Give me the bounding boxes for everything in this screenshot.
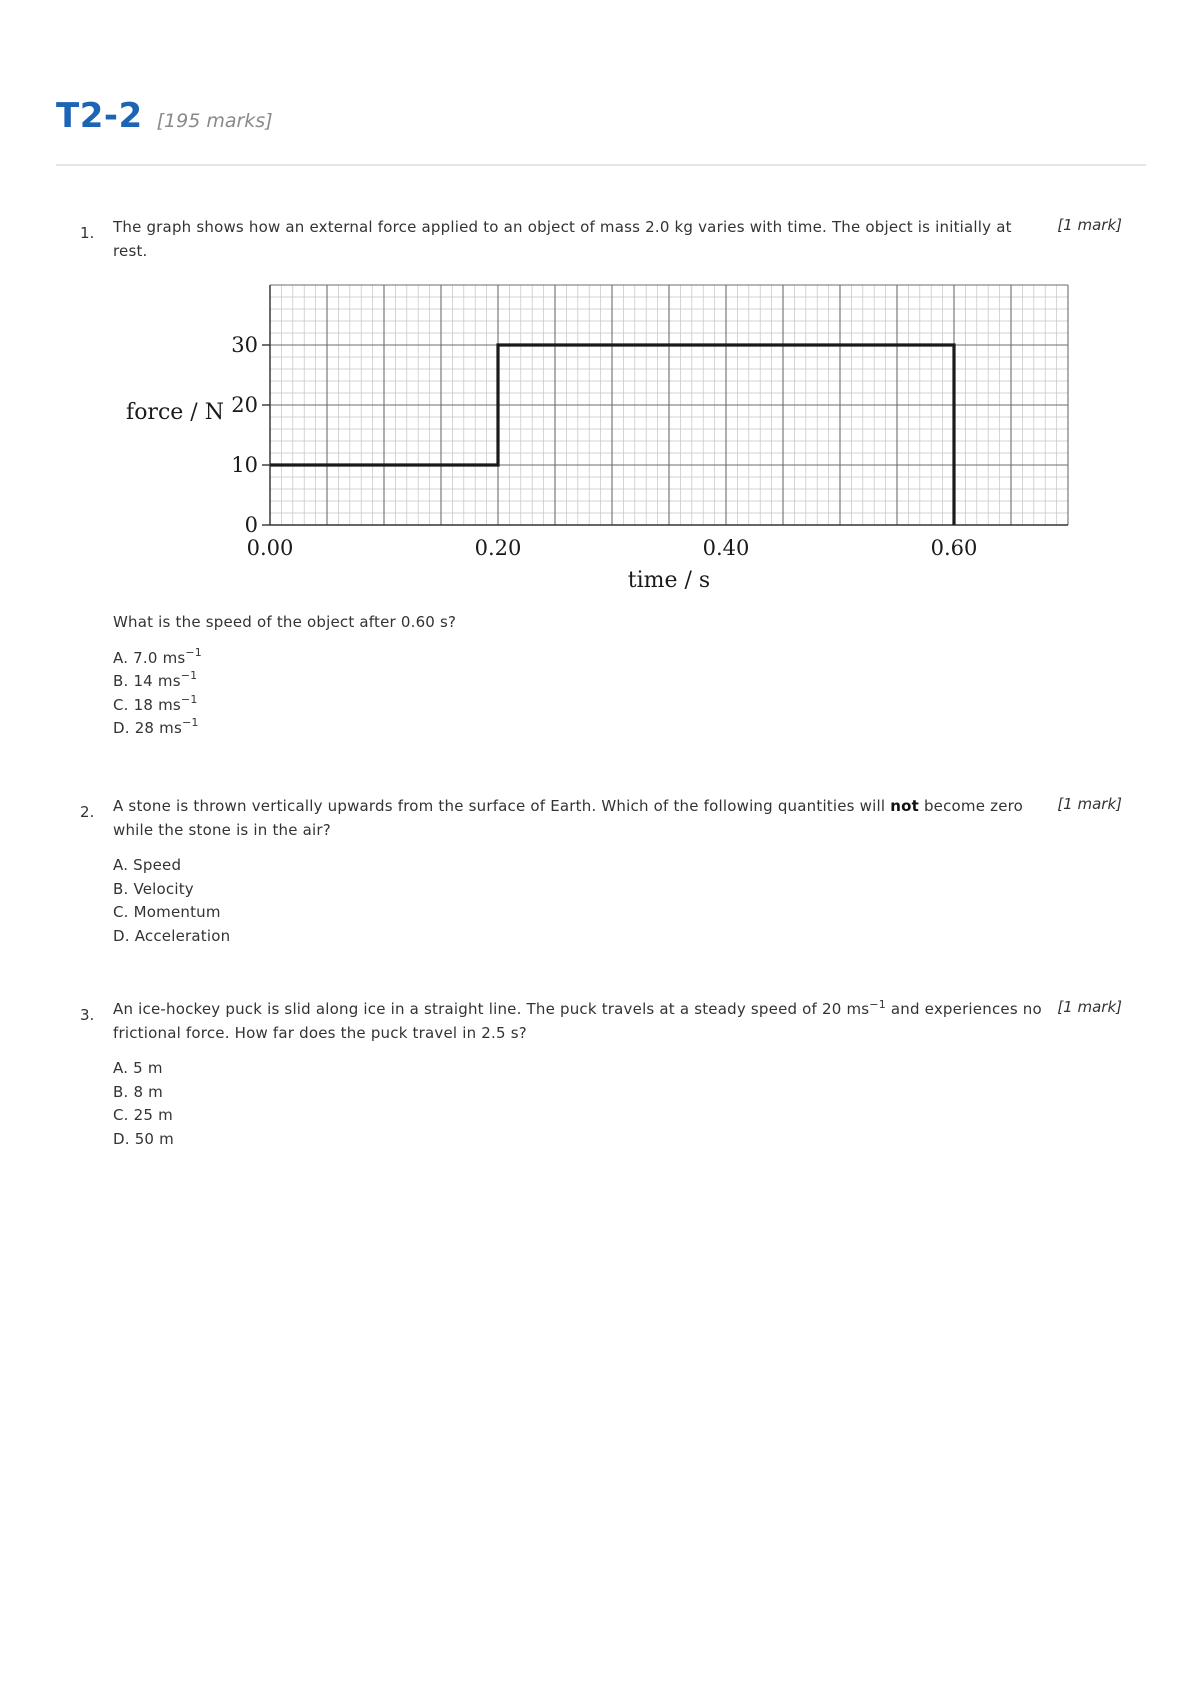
option-letter: B. (113, 672, 129, 690)
tick-labels (231, 333, 977, 560)
header-divider (56, 164, 1146, 166)
question-number: 2. (80, 803, 95, 821)
option-letter: A. (113, 856, 129, 874)
y-tick-label: 20 (231, 393, 258, 417)
force-time-chart (113, 277, 1103, 597)
option-c (113, 1104, 1043, 1128)
x-tick-label: 0.20 (474, 536, 522, 560)
y-tick-label: 10 (231, 453, 258, 477)
option-exponent: −1 (180, 692, 198, 706)
option-b (113, 1081, 1043, 1105)
option-exponent: −1 (180, 669, 198, 682)
option-d (113, 1128, 1043, 1152)
option-value: Speed (133, 856, 182, 874)
option-value: 5 m (133, 1059, 163, 1077)
question-text-end: and experiences no frictional force. How far does the puck travel in 2.5 s? (113, 1000, 1042, 1042)
question-1 (56, 216, 1146, 741)
option-letter: A. (113, 648, 129, 667)
option-value: 14 ms (133, 672, 181, 690)
x-tick-label: 0.40 (702, 536, 750, 560)
question-2 (56, 795, 1146, 948)
option-value: 25 m (133, 1106, 173, 1124)
question-body (113, 998, 1043, 1151)
answer-options (113, 647, 1043, 741)
option-letter: C. (113, 903, 129, 921)
force-time-graph (113, 277, 1103, 597)
option-letter: D. (113, 719, 130, 737)
option-value: 18 ms (133, 695, 181, 714)
option-value: 7.0 ms (133, 648, 186, 667)
question-text-end: become zero while the stone is in the air? (113, 797, 1024, 839)
option-d (113, 717, 1043, 741)
option-b (113, 878, 1043, 902)
x-tick-label: 0.60 (930, 536, 978, 560)
option-b (113, 670, 1043, 694)
question-body (113, 795, 1043, 948)
question-number: 3. (80, 1006, 95, 1024)
total-marks: [195 marks] (156, 110, 273, 132)
question-text-start: An ice-hockey puck is slid along ice in a straight line. The puck travels at a steady speed of 20 ms (113, 1000, 870, 1018)
option-value: Velocity (133, 879, 194, 898)
question-3 (56, 998, 1146, 1151)
option-value: Acceleration (134, 926, 231, 945)
question-text (113, 795, 1043, 842)
option-exponent: −1 (185, 645, 203, 659)
option-exponent: −1 (181, 716, 199, 729)
option-a (113, 647, 1043, 671)
question-body (113, 216, 1043, 741)
option-a (113, 854, 1043, 878)
option-c (113, 901, 1043, 925)
option-value: 50 m (134, 1129, 174, 1148)
option-value: Momentum (133, 903, 221, 921)
question-marks: [1 mark] (1057, 795, 1122, 813)
answer-options (113, 1057, 1043, 1151)
question-text-exponent: −1 (869, 998, 886, 1011)
question-prompt: What is the speed of the object after 0.60 s? (113, 613, 457, 631)
y-axis-label: force / N (126, 400, 224, 425)
option-letter: C. (113, 695, 129, 714)
question-text-start: A stone is thrown vertically upwards from the surface of Earth. Which of the following quantities will (113, 797, 891, 815)
option-a (113, 1057, 1043, 1081)
y-tick-label: 30 (231, 333, 258, 357)
option-letter: D. (113, 1129, 130, 1148)
option-letter: A. (113, 1059, 129, 1077)
x-tick-label: 0.00 (246, 536, 294, 560)
question-marks: [1 mark] (1057, 998, 1122, 1016)
option-value: 8 m (133, 1082, 163, 1101)
option-value: 28 ms (134, 719, 182, 737)
page-header (56, 96, 1146, 136)
option-c (113, 694, 1043, 718)
option-letter: D. (113, 926, 130, 945)
option-d (113, 925, 1043, 949)
option-letter: C. (113, 1106, 129, 1124)
x-axis-label: time / s (627, 568, 711, 593)
y-tick-label: 0 (244, 513, 258, 537)
option-letter: B. (113, 1082, 129, 1101)
page-title: T2-2 (56, 96, 143, 136)
question-marks: [1 mark] (1057, 216, 1122, 234)
question-text: The graph shows how an external force applied to an object of mass 2.0 kg varies with time. The object is initially at rest. (113, 218, 1012, 260)
answer-options (113, 854, 1043, 948)
option-letter: B. (113, 879, 129, 898)
question-number: 1. (80, 224, 95, 242)
question-text (113, 998, 1043, 1045)
question-text-emphasis: not (890, 797, 919, 815)
